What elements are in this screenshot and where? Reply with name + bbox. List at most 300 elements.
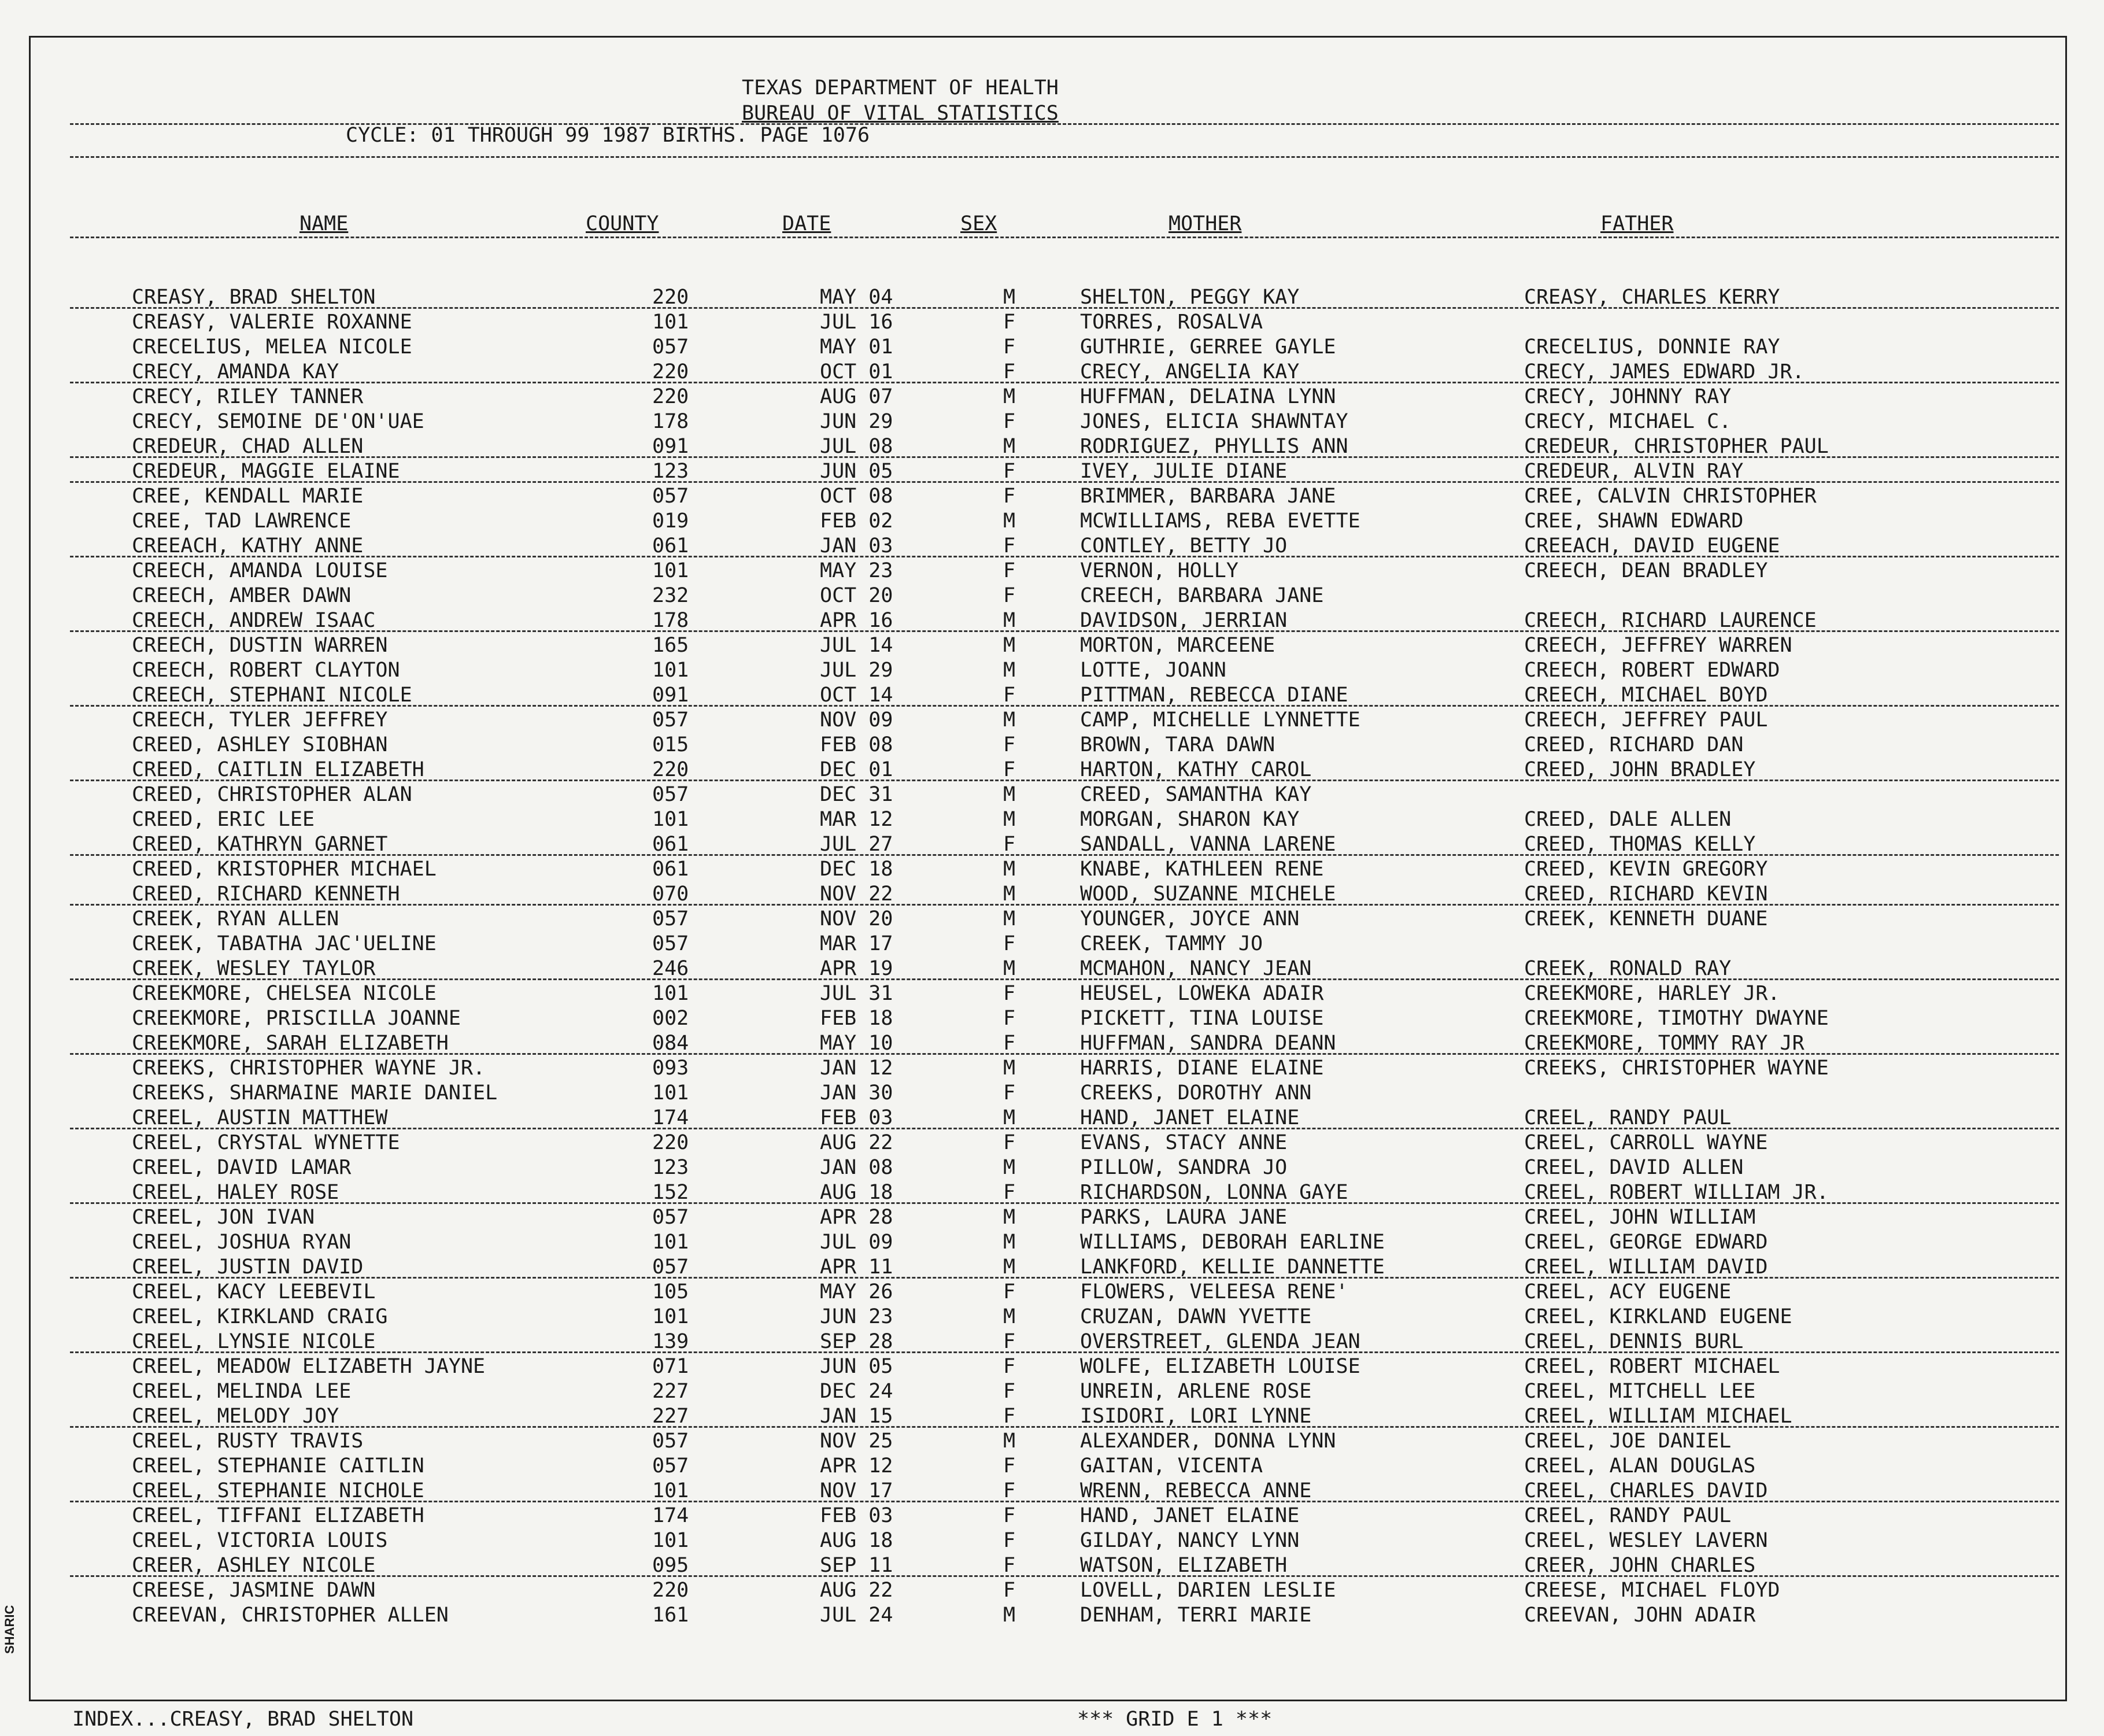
record-sex: F (1003, 982, 1016, 1005)
record-row (31, 1454, 2065, 1479)
record-mother: WOOD, SUZANNE MICHELE (1080, 882, 1336, 906)
record-sex: M (1003, 509, 1016, 533)
record-sex: F (1003, 1131, 1016, 1154)
record-county: 057 (652, 907, 689, 930)
record-name: CREEL, KIRKLAND CRAIG (132, 1305, 388, 1328)
record-mother: CREEK, TAMMY JO (1080, 932, 1263, 955)
record-date: MAY 26 (820, 1280, 893, 1303)
record-mother: CAMP, MICHELLE LYNNETTE (1080, 708, 1360, 732)
record-mother: GUTHRIE, GERREE GAYLE (1080, 335, 1336, 359)
record-county: 101 (652, 1081, 689, 1105)
record-date: APR 11 (820, 1255, 893, 1279)
record-row (31, 1081, 2065, 1106)
record-name: CREER, ASHLEY NICOLE (132, 1554, 376, 1577)
record-county: 101 (652, 311, 689, 334)
record-mother: CREED, SAMANTHA KAY (1080, 783, 1312, 806)
record-mother: FLOWERS, VELEESA RENE' (1080, 1280, 1348, 1303)
record-county: 095 (652, 1554, 689, 1577)
record-date: APR 19 (820, 957, 893, 980)
record-date: DEC 18 (820, 858, 893, 881)
record-date: MAY 04 (820, 286, 893, 309)
record-row (31, 633, 2065, 658)
record-county: 057 (652, 1255, 689, 1279)
record-date: JUL 24 (820, 1604, 893, 1627)
record-row (31, 1379, 2065, 1404)
record-date: AUG 22 (820, 1579, 893, 1602)
record-father: CREEL, DENNIS BURL (1524, 1330, 1744, 1353)
record-mother: LANKFORD, KELLIE DANNETTE (1080, 1255, 1385, 1279)
record-county: 227 (652, 1380, 689, 1403)
record-sex: F (1003, 1554, 1016, 1577)
record-row (31, 1155, 2065, 1180)
record-father: CREEL, RANDY PAUL (1524, 1106, 1732, 1129)
record-row (31, 1006, 2065, 1031)
record-name: CREEK, RYAN ALLEN (132, 907, 339, 930)
record-mother: LOTTE, JOANN (1080, 659, 1226, 682)
record-row (31, 981, 2065, 1006)
record-name: CREECH, TYLER JEFFREY (132, 708, 388, 732)
record-father: CREED, RICHARD DAN (1524, 733, 1744, 756)
column-header-name: NAME (299, 212, 349, 235)
record-county: 123 (652, 1156, 689, 1179)
record-date: JUL 16 (820, 311, 893, 334)
record-date: AUG 07 (820, 385, 893, 408)
record-date: NOV 17 (820, 1479, 893, 1502)
record-mother: RICHARDSON, LONNA GAYE (1080, 1181, 1348, 1204)
record-sex: M (1003, 385, 1016, 408)
record-sex: M (1003, 808, 1016, 831)
record-father: CRECELIUS, DONNIE RAY (1524, 335, 1780, 359)
record-name: CREECH, ANDREW ISAAC (132, 609, 376, 632)
header-rule-bottom (70, 156, 2059, 158)
record-date: OCT 01 (820, 360, 893, 383)
record-mother: CREECH, BARBARA JANE (1080, 584, 1324, 607)
record-father: CREDEUR, CHRISTOPHER PAUL (1524, 435, 1829, 458)
record-name: CREEL, LYNSIE NICOLE (132, 1330, 376, 1353)
record-father: CREEL, WILLIAM DAVID (1524, 1255, 1768, 1279)
record-date: APR 28 (820, 1206, 893, 1229)
record-sex: F (1003, 833, 1016, 856)
record-county: 220 (652, 385, 689, 408)
record-sex: M (1003, 659, 1016, 682)
record-mother: SHELTON, PEGGY KAY (1080, 286, 1300, 309)
record-name: CREEL, JUSTIN DAVID (132, 1255, 364, 1279)
record-sex: F (1003, 1280, 1016, 1303)
record-row (31, 1205, 2065, 1230)
record-row (31, 310, 2065, 335)
record-sex: F (1003, 1081, 1016, 1105)
record-date: DEC 31 (820, 783, 893, 806)
record-name: CREEL, MEADOW ELIZABETH JAYNE (132, 1355, 486, 1378)
record-sex: F (1003, 460, 1016, 483)
record-county: 220 (652, 286, 689, 309)
record-date: AUG 22 (820, 1131, 893, 1154)
record-name: CREEK, WESLEY TAYLOR (132, 957, 376, 980)
record-father: CRECY, MICHAEL C. (1524, 410, 1732, 433)
record-row (31, 1230, 2065, 1255)
record-father: CREEKS, CHRISTOPHER WAYNE (1524, 1057, 1829, 1080)
record-row (31, 758, 2065, 782)
record-mother: PICKETT, TINA LOUISE (1080, 1007, 1324, 1030)
record-date: OCT 08 (820, 485, 893, 508)
record-row (31, 360, 2065, 385)
record-father: CREEL, CHARLES DAVID (1524, 1479, 1768, 1502)
record-county: 101 (652, 559, 689, 582)
record-mother: PILLOW, SANDRA JO (1080, 1156, 1288, 1179)
record-name: CREED, KATHRYN GARNET (132, 833, 388, 856)
record-date: JUN 05 (820, 1355, 893, 1378)
record-mother: MORGAN, SHARON KAY (1080, 808, 1300, 831)
record-sex: M (1003, 435, 1016, 458)
record-name: CREASY, BRAD SHELTON (132, 286, 376, 309)
record-mother: CONTLEY, BETTY JO (1080, 534, 1288, 557)
record-mother: UNREIN, ARLENE ROSE (1080, 1380, 1312, 1403)
record-father: CREECH, ROBERT EDWARD (1524, 659, 1780, 682)
record-row (31, 534, 2065, 559)
record-county: 152 (652, 1181, 689, 1204)
record-sex: M (1003, 634, 1016, 657)
record-mother: GAITAN, VICENTA (1080, 1454, 1263, 1478)
record-county: 220 (652, 360, 689, 383)
record-row (31, 1553, 2065, 1578)
record-mother: MCMAHON, NANCY JEAN (1080, 957, 1312, 980)
record-row (31, 1404, 2065, 1429)
record-date: NOV 20 (820, 907, 893, 930)
record-name: CREED, CAITLIN ELIZABETH (132, 758, 424, 781)
record-name: CREEKMORE, PRISCILLA JOANNE (132, 1007, 461, 1030)
record-county: 123 (652, 460, 689, 483)
record-sex: M (1003, 1430, 1016, 1453)
record-mother: MORTON, MARCEENE (1080, 634, 1275, 657)
record-sex: F (1003, 1007, 1016, 1030)
record-mother: DENHAM, TERRI MARIE (1080, 1604, 1312, 1627)
record-mother: WILLIAMS, DEBORAH EARLINE (1080, 1231, 1385, 1254)
record-sex: F (1003, 1380, 1016, 1403)
record-date: AUG 18 (820, 1529, 893, 1552)
record-row (31, 658, 2065, 683)
record-row (31, 1528, 2065, 1553)
record-date: MAR 12 (820, 808, 893, 831)
record-name: CRECY, AMANDA KAY (132, 360, 339, 383)
record-sex: M (1003, 1604, 1016, 1627)
record-date: JUN 29 (820, 410, 893, 433)
record-mother: WRENN, REBECCA ANNE (1080, 1479, 1312, 1502)
record-county: 061 (652, 858, 689, 881)
record-father: CREEKMORE, HARLEY JR. (1524, 982, 1780, 1005)
record-name: CRECY, RILEY TANNER (132, 385, 364, 408)
record-father: CREED, RICHARD KEVIN (1524, 882, 1768, 906)
column-header-father: FATHER (1600, 212, 1674, 235)
record-row (31, 1056, 2065, 1081)
record-mother: HARRIS, DIANE ELAINE (1080, 1057, 1324, 1080)
record-row (31, 907, 2065, 932)
record-father: CREEL, WESLEY LAVERN (1524, 1529, 1768, 1552)
header-bureau: BUREAU OF VITAL STATISTICS (742, 102, 1059, 125)
record-mother: WOLFE, ELIZABETH LOUISE (1080, 1355, 1360, 1378)
record-name: CREEL, CRYSTAL WYNETTE (132, 1131, 400, 1154)
record-sex: F (1003, 584, 1016, 607)
record-date: MAY 10 (820, 1032, 893, 1055)
record-date: AUG 18 (820, 1181, 893, 1204)
record-county: 101 (652, 808, 689, 831)
record-county: 101 (652, 1479, 689, 1502)
record-name: CREED, KRISTOPHER MICHAEL (132, 858, 437, 881)
record-mother: CRUZAN, DAWN YVETTE (1080, 1305, 1312, 1328)
record-sex: F (1003, 733, 1016, 756)
record-mother: TORRES, ROSALVA (1080, 311, 1263, 334)
record-father: CREEACH, DAVID EUGENE (1524, 534, 1780, 557)
record-sex: F (1003, 1032, 1016, 1055)
record-name: CREEL, DAVID LAMAR (132, 1156, 352, 1179)
record-date: JUN 23 (820, 1305, 893, 1328)
record-name: CRECY, SEMOINE DE'ON'UAE (132, 410, 424, 433)
record-sex: F (1003, 335, 1016, 359)
record-county: 161 (652, 1604, 689, 1627)
record-mother: PARKS, LAURA JANE (1080, 1206, 1288, 1229)
record-name: CREE, KENDALL MARIE (132, 485, 364, 508)
record-date: NOV 25 (820, 1430, 893, 1453)
record-father: CREEL, DAVID ALLEN (1524, 1156, 1744, 1179)
record-row (31, 434, 2065, 459)
record-county: 057 (652, 485, 689, 508)
record-county: 220 (652, 1131, 689, 1154)
record-name: CREED, RICHARD KENNETH (132, 882, 400, 906)
record-county: 070 (652, 882, 689, 906)
record-county: 232 (652, 584, 689, 607)
record-sex: F (1003, 758, 1016, 781)
record-father: CRECY, JAMES EDWARD JR. (1524, 360, 1805, 383)
record-row (31, 409, 2065, 434)
record-father: CRECY, JOHNNY RAY (1524, 385, 1732, 408)
record-sex: F (1003, 1529, 1016, 1552)
column-header-county: COUNTY (586, 212, 659, 235)
record-date: DEC 24 (820, 1380, 893, 1403)
record-county: 057 (652, 1430, 689, 1453)
header-agency: TEXAS DEPARTMENT OF HEALTH (742, 76, 1059, 99)
record-row (31, 385, 2065, 409)
record-date: OCT 14 (820, 684, 893, 707)
column-header-sex: SEX (960, 212, 997, 235)
record-father: CREECH, RICHARD LAURENCE (1524, 609, 1817, 632)
record-date: FEB 08 (820, 733, 893, 756)
record-row (31, 583, 2065, 608)
record-row (31, 335, 2065, 360)
record-mother: BRIMMER, BARBARA JANE (1080, 485, 1336, 508)
record-father: CREEL, ALAN DOUGLAS (1524, 1454, 1756, 1478)
record-row (31, 956, 2065, 981)
record-row (31, 459, 2065, 484)
record-county: 139 (652, 1330, 689, 1353)
record-sex: F (1003, 684, 1016, 707)
record-county: 015 (652, 733, 689, 756)
record-sex: M (1003, 1255, 1016, 1279)
record-father: CREEL, JOE DANIEL (1524, 1430, 1732, 1453)
record-date: FEB 02 (820, 509, 893, 533)
record-sex: M (1003, 1206, 1016, 1229)
record-mother: MCWILLIAMS, REBA EVETTE (1080, 509, 1360, 533)
record-row (31, 1180, 2065, 1205)
record-row (31, 882, 2065, 907)
record-county: 101 (652, 1231, 689, 1254)
record-father: CREEL, MITCHELL LEE (1524, 1380, 1756, 1403)
record-sex: M (1003, 1057, 1016, 1080)
record-father: CREEL, ACY EUGENE (1524, 1280, 1732, 1303)
record-row (31, 1354, 2065, 1379)
column-header-mother: MOTHER (1169, 212, 1242, 235)
record-county: 061 (652, 833, 689, 856)
record-date: MAY 01 (820, 335, 893, 359)
record-date: APR 12 (820, 1454, 893, 1478)
record-county: 165 (652, 634, 689, 657)
record-sex: F (1003, 559, 1016, 582)
record-county: 220 (652, 758, 689, 781)
record-sex: F (1003, 410, 1016, 433)
record-mother: PITTMAN, REBECCA DIANE (1080, 684, 1348, 707)
record-mother: DAVIDSON, JERRIAN (1080, 609, 1288, 632)
record-row (31, 1578, 2065, 1603)
record-date: FEB 18 (820, 1007, 893, 1030)
record-date: JAN 15 (820, 1405, 893, 1428)
record-father: CREED, DALE ALLEN (1524, 808, 1732, 831)
record-father: CREED, JOHN BRADLEY (1524, 758, 1756, 781)
record-county: 057 (652, 1454, 689, 1478)
side-mark: SHARIC (2, 1605, 17, 1654)
record-row (31, 1255, 2065, 1280)
footer-index: INDEX...CREASY, BRAD SHELTON (72, 1708, 414, 1731)
record-father: CREESE, MICHAEL FLOYD (1524, 1579, 1780, 1602)
record-sex: M (1003, 1231, 1016, 1254)
record-date: MAY 23 (820, 559, 893, 582)
record-name: CREEVAN, CHRISTOPHER ALLEN (132, 1604, 449, 1627)
record-date: NOV 22 (820, 882, 893, 906)
record-name: CREEL, RUSTY TRAVIS (132, 1430, 364, 1453)
record-date: JUL 14 (820, 634, 893, 657)
record-name: CREEL, KACY LEEBEVIL (132, 1280, 376, 1303)
record-date: NOV 09 (820, 708, 893, 732)
record-county: 084 (652, 1032, 689, 1055)
record-father: CREER, JOHN CHARLES (1524, 1554, 1756, 1577)
record-mother: BROWN, TARA DAWN (1080, 733, 1275, 756)
record-name: CREECH, DUSTIN WARREN (132, 634, 388, 657)
record-date: SEP 28 (820, 1330, 893, 1353)
record-sex: F (1003, 1405, 1016, 1428)
record-name: CREECH, STEPHANI NICOLE (132, 684, 412, 707)
record-county: 057 (652, 932, 689, 955)
record-name: CREEL, TIFFANI ELIZABETH (132, 1504, 424, 1527)
record-name: CREECH, AMANDA LOUISE (132, 559, 388, 582)
record-father: CREEKMORE, TOMMY RAY JR (1524, 1032, 1805, 1055)
record-date: JAN 08 (820, 1156, 893, 1179)
record-sex: F (1003, 311, 1016, 334)
record-date: SEP 11 (820, 1554, 893, 1577)
record-county: 057 (652, 708, 689, 732)
record-row (31, 683, 2065, 708)
record-name: CRECELIUS, MELEA NICOLE (132, 335, 412, 359)
footer-grid: *** GRID E 1 *** (1077, 1708, 1273, 1731)
record-sex: M (1003, 957, 1016, 980)
column-header-date: DATE (782, 212, 831, 235)
record-mother: IVEY, JULIE DIANE (1080, 460, 1288, 483)
record-name: CREEL, STEPHANIE CAITLIN (132, 1454, 424, 1478)
record-county: 057 (652, 783, 689, 806)
record-sex: M (1003, 1305, 1016, 1328)
record-sex: M (1003, 858, 1016, 881)
record-row (31, 608, 2065, 633)
record-name: CREESE, JASMINE DAWN (132, 1579, 376, 1602)
record-name: CREEL, MELINDA LEE (132, 1380, 352, 1403)
record-mother: OVERSTREET, GLENDA JEAN (1080, 1330, 1360, 1353)
record-name: CREEL, JON IVAN (132, 1206, 315, 1229)
record-county: 246 (652, 957, 689, 980)
record-row (31, 1031, 2065, 1056)
record-name: CREEL, AUSTIN MATTHEW (132, 1106, 388, 1129)
record-row (31, 1106, 2065, 1131)
record-father: CREECH, JEFFREY PAUL (1524, 708, 1768, 732)
record-mother: WATSON, ELIZABETH (1080, 1554, 1288, 1577)
record-name: CREED, ERIC LEE (132, 808, 315, 831)
record-sex: F (1003, 1181, 1016, 1204)
record-county: 101 (652, 982, 689, 1005)
record-row (31, 1479, 2065, 1504)
record-name: CREEKMORE, SARAH ELIZABETH (132, 1032, 449, 1055)
record-sex: F (1003, 1355, 1016, 1378)
record-row (31, 1131, 2065, 1155)
record-date: MAR 17 (820, 932, 893, 955)
record-county: 101 (652, 1529, 689, 1552)
record-name: CREEKMORE, CHELSEA NICOLE (132, 982, 437, 1005)
record-sex: M (1003, 907, 1016, 930)
record-father: CREEL, KIRKLAND EUGENE (1524, 1305, 1792, 1328)
column-header-rule (70, 237, 2059, 238)
record-row (31, 932, 2065, 956)
record-name: CREED, CHRISTOPHER ALAN (132, 783, 412, 806)
record-name: CREEK, TABATHA JAC'UELINE (132, 932, 437, 955)
record-name: CREEL, MELODY JOY (132, 1405, 339, 1428)
record-row (31, 1305, 2065, 1329)
record-county: 091 (652, 435, 689, 458)
record-row (31, 1504, 2065, 1528)
record-mother: RODRIGUEZ, PHYLLIS ANN (1080, 435, 1348, 458)
record-row (31, 782, 2065, 807)
record-father: CREEK, RONALD RAY (1524, 957, 1732, 980)
record-county: 091 (652, 684, 689, 707)
record-mother: HUFFMAN, DELAINA LYNN (1080, 385, 1336, 408)
record-name: CREEL, JOSHUA RYAN (132, 1231, 352, 1254)
record-date: FEB 03 (820, 1106, 893, 1129)
record-row (31, 559, 2065, 583)
header-cycle: CYCLE: 01 THROUGH 99 1987 BIRTHS. PAGE 1076 (346, 124, 870, 147)
record-county: 019 (652, 509, 689, 533)
record-row (31, 733, 2065, 758)
record-father: CREED, KEVIN GREGORY (1524, 858, 1768, 881)
record-sex: F (1003, 1479, 1016, 1502)
record-father: CREEL, WILLIAM MICHAEL (1524, 1405, 1792, 1428)
record-date: JAN 30 (820, 1081, 893, 1105)
record-sex: M (1003, 1106, 1016, 1129)
record-name: CREEL, STEPHANIE NICHOLE (132, 1479, 424, 1502)
record-row (31, 832, 2065, 857)
record-name: CREEACH, KATHY ANNE (132, 534, 364, 557)
record-county: 071 (652, 1355, 689, 1378)
record-father: CREEL, CARROLL WAYNE (1524, 1131, 1768, 1154)
record-row (31, 484, 2065, 509)
record-sex: F (1003, 1330, 1016, 1353)
record-name: CREASY, VALERIE ROXANNE (132, 311, 412, 334)
record-county: 174 (652, 1106, 689, 1129)
record-father: CREEK, KENNETH DUANE (1524, 907, 1768, 930)
record-sex: M (1003, 609, 1016, 632)
record-father: CREE, SHAWN EDWARD (1524, 509, 1744, 533)
